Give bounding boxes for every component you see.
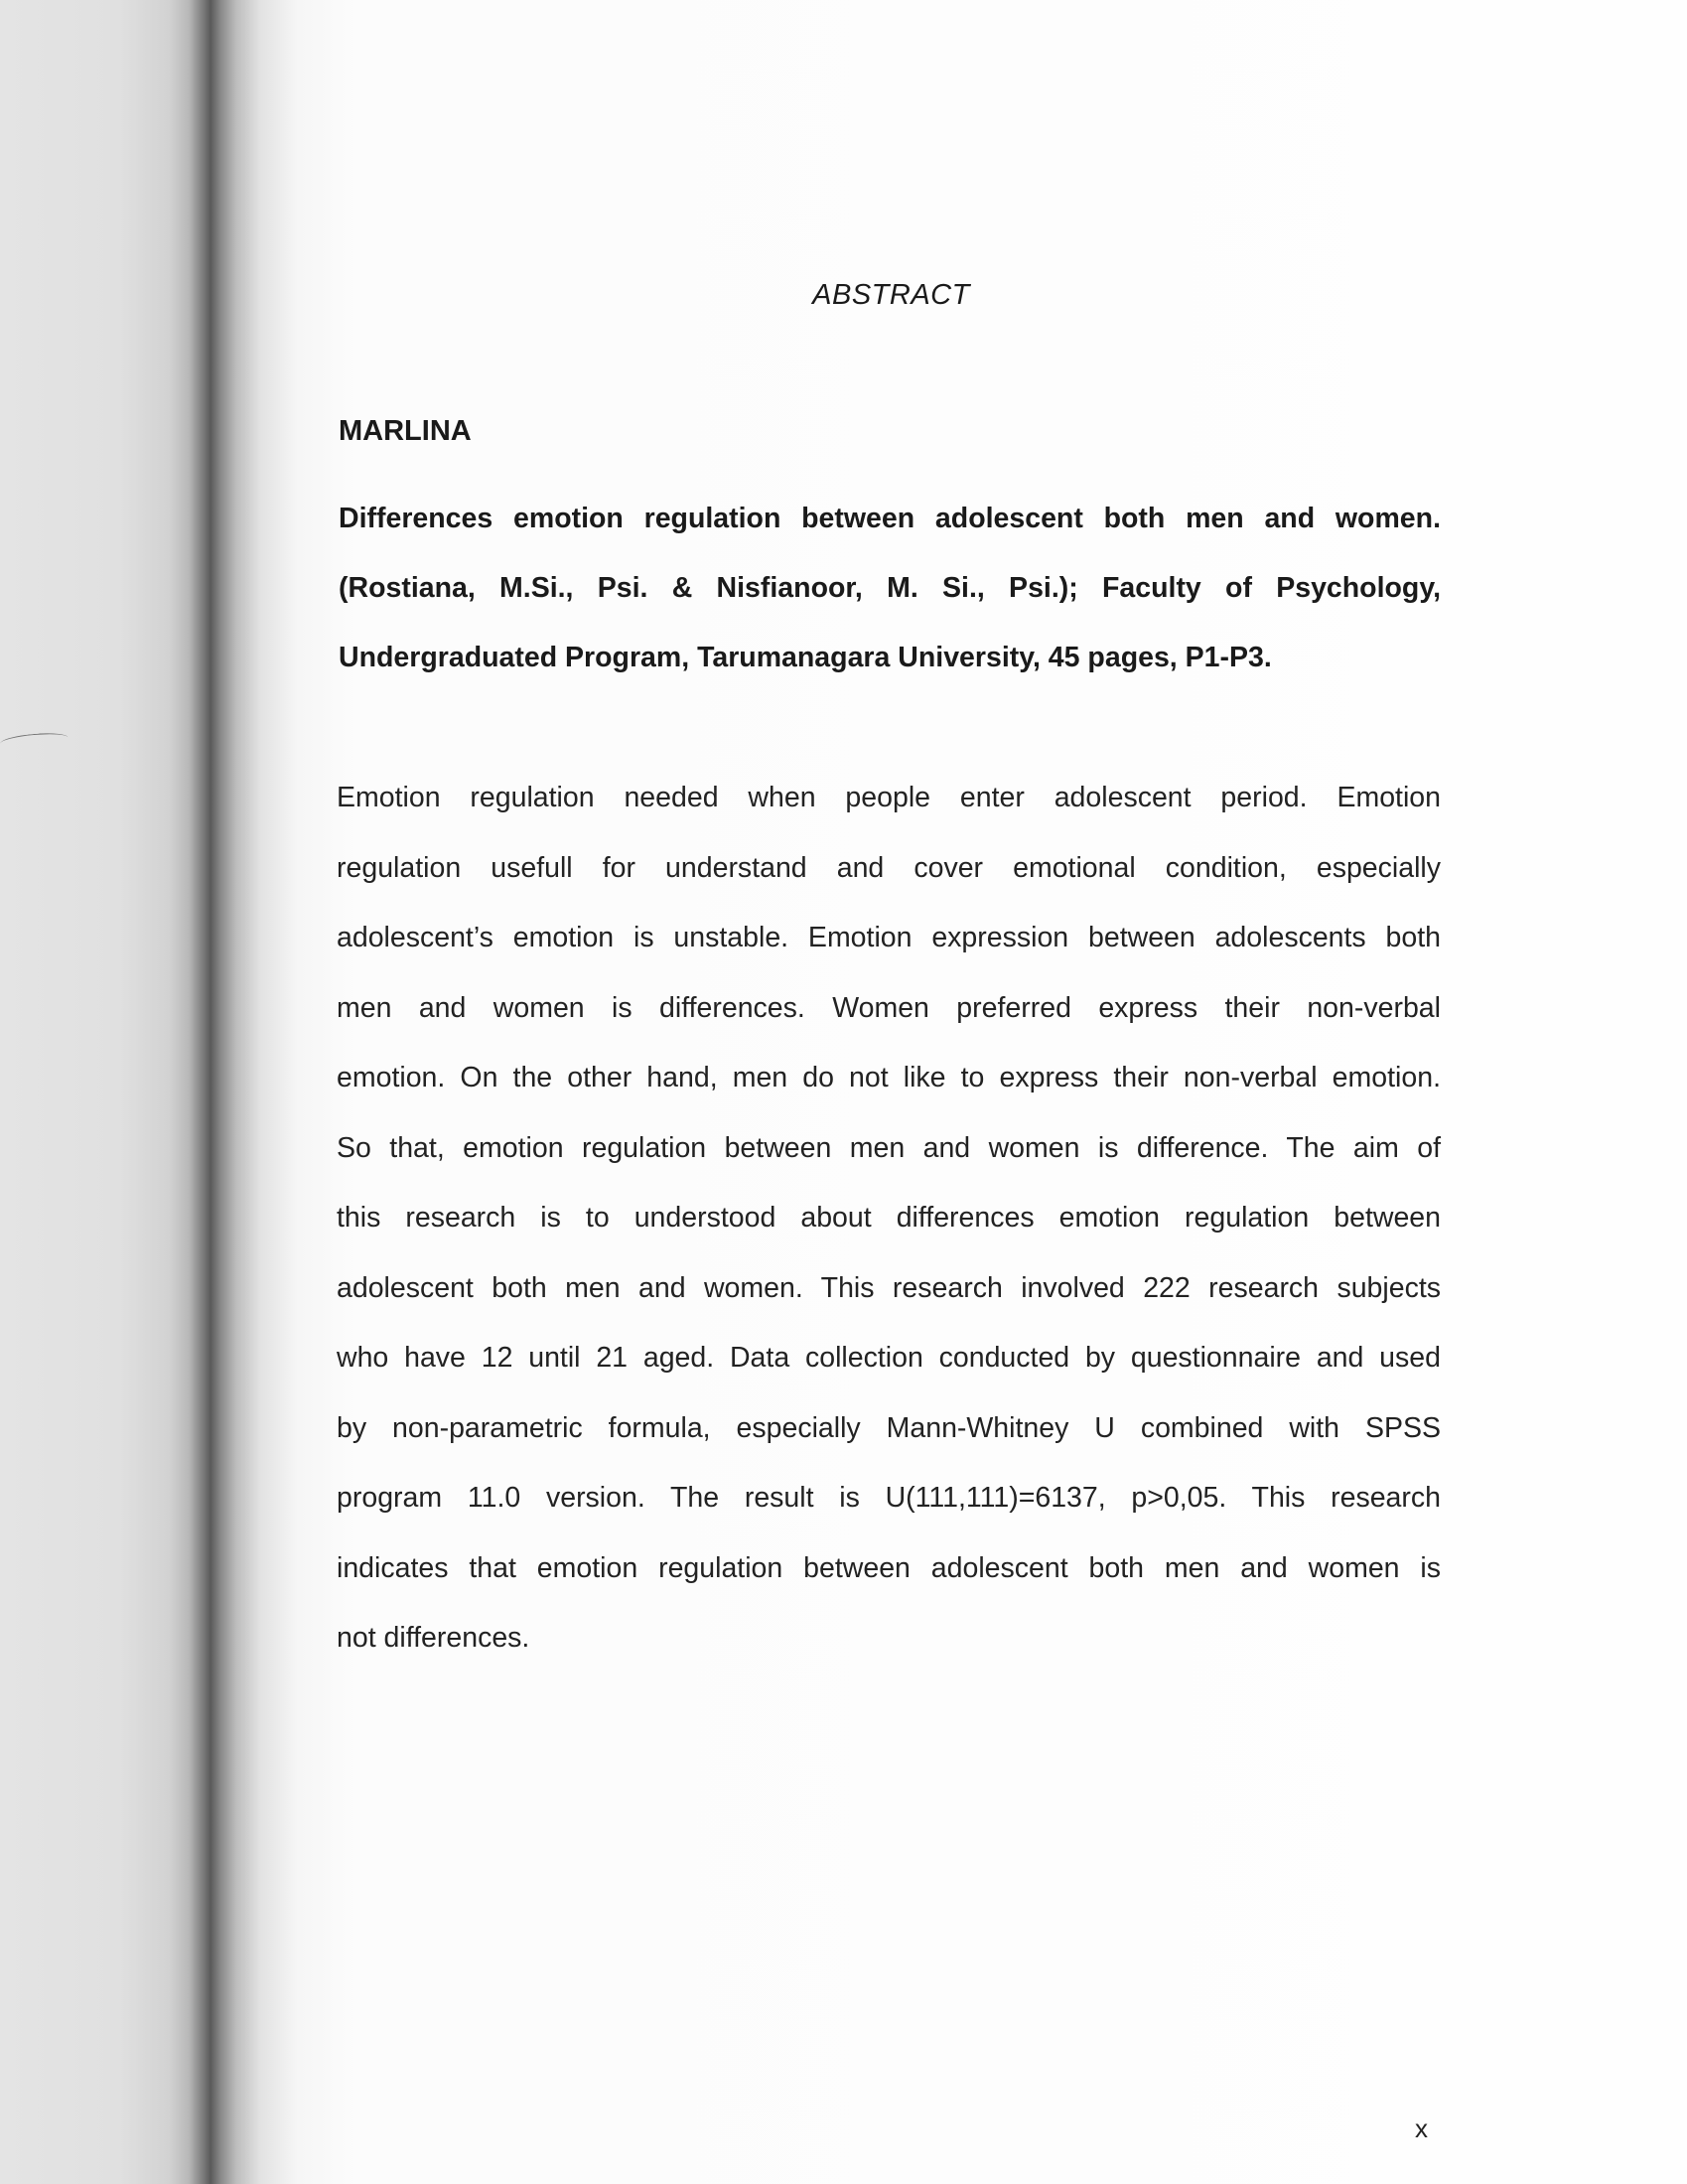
citation-line: (Rostiana, M.Si., Psi. & Nisfianoor, M. Si., Psi.); Faculty of Psychology, xyxy=(339,572,1441,604)
body-line: adolescent both men and women. This research involved 222 research subjects xyxy=(337,1271,1441,1304)
body-line: indicates that emotion regulation between adolescent both men and women is xyxy=(337,1551,1441,1584)
citation-line: Undergraduated Program, Tarumanagara University, 45 pages, P1-P3. xyxy=(339,642,1272,673)
citation-block xyxy=(339,484,1441,692)
body-line: regulation usefull for understand and cover emotional condition, especially xyxy=(337,851,1441,884)
citation-line: Differences emotion regulation between adolescent both men and women. xyxy=(339,503,1441,534)
author-name: MARLINA xyxy=(339,415,472,447)
abstract-body xyxy=(337,763,1441,1674)
body-line: adolescent’s emotion is unstable. Emotion expression between adolescents both xyxy=(337,922,1441,953)
body-line: not differences. xyxy=(337,1622,530,1654)
page-crease-mark xyxy=(0,731,69,750)
body-line: Emotion regulation needed when people enter adolescent period. Emotion xyxy=(337,782,1441,813)
page-number: x xyxy=(1415,2113,1428,2143)
body-line: this research is to understood about differences emotion regulation between xyxy=(337,1202,1441,1234)
body-line: program 11.0 version. The result is U(111,111)=6137, p>0,05. This research xyxy=(337,1482,1441,1514)
body-line: by non-parametric formula, especially Mann-Whitney U combined with SPSS xyxy=(337,1411,1441,1444)
body-line: emotion. On the other hand, men do not like to express their non-verbal emotion. xyxy=(337,1062,1441,1093)
abstract-heading: ABSTRACT xyxy=(812,279,970,311)
body-line: who have 12 until 21 aged. Data collection conducted by questionnaire and used xyxy=(337,1342,1441,1374)
body-line: men and women is differences. Women preferred express their non-verbal xyxy=(337,991,1441,1024)
body-line: So that, emotion regulation between men and women is difference. The aim of xyxy=(337,1131,1441,1164)
